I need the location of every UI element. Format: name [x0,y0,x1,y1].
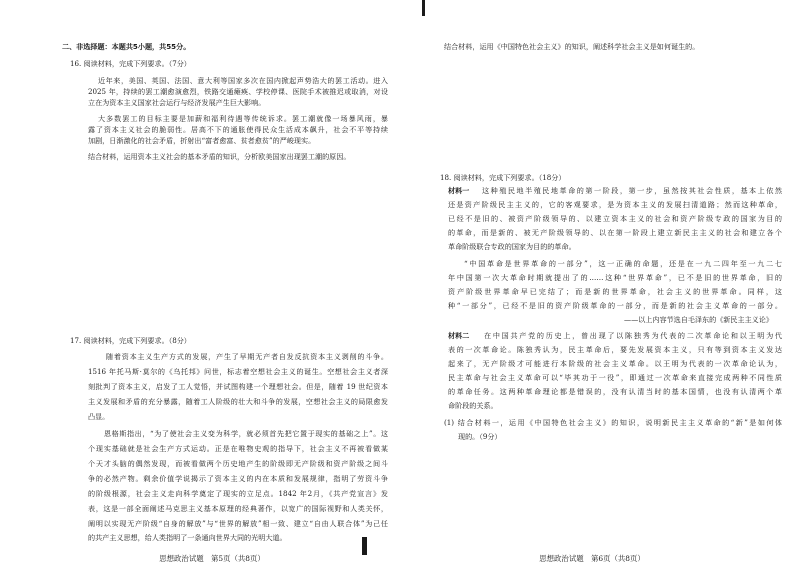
q18-sub1-cont: 现的。（9分） [458,432,502,441]
registration-mark [362,537,367,555]
q16-p2-line: 露了资本主义社会的脆弱性。居高不下的通胀使得民众生活成本飙升，社会不平等持续 [88,125,388,134]
section-title: 二、非选择题：本题共5小题，共55分。 [62,42,191,51]
q17-p1-line: 刻批判了资本主义，启发了工人觉悟，并试图构建一个理想社会。但是，随着 19 世纪资本 [88,382,388,391]
material-2-line: 起来了，无产阶级才可能进行本阶级的社会主义革命。以王明为代表的一次革命论认为， [448,359,782,368]
q17-p2-line: 阐明以实现无产阶级“自身的解放”与“世界的解放”相一致、建立“自由人联合体”为己任 [88,519,388,528]
q17-p2-line: 恩格斯指出，“为了使社会主义变为科学，就必须首先把它置于现实的基础之上”。这 [104,429,388,438]
q17-p1-line: 主义发展和矛盾的充分暴露，随着工人阶级的壮大和斗争的发展，空想社会主义的局限愈发 [88,397,388,406]
material-1b-line: “中国革命是世界革命的一部分”，这一正确的命题，还是在一九二四年至一九二七 [464,259,782,268]
material-2-line: 的革命任务。这两种革命理论都是错误的，没有认清当时的基本国情，也没有认清两个革 [448,387,782,396]
material-2-line: 民主革命与社会主义革命可以“毕其功于一役”，即通过一次革命来直接完成两种不同性质 [448,373,782,382]
material-2-label: 材料二 [448,331,470,340]
q17-p2-line: 的共产主义思想，给人类指明了一条通向世界大同的光明大道。 [88,533,287,542]
q16-p2-line: 大多数罢工的目标主要是加薪和福利待遇等传统诉求。罢工潮就像一场暴风雨，暴 [98,114,388,123]
material-1b-line: 种“一部分”，已经不是旧的资产阶级革命的一部分，而是新的社会主义革命的一部分。 [448,301,782,310]
registration-mark [422,0,425,16]
q16-p1-line: 2025 年，持续的罢工潮愈演愈烈，铁路交通瘫痪、学校停课、医院手术被推迟或取消，对设 [88,87,388,96]
q16-heading: 16. 阅读材料，完成下列要求。（7分） [70,59,191,68]
page-footer: 思想政治试题 第6页（共8页） [539,554,645,563]
page-5 [8,0,392,579]
page-footer: 思想政治试题 第5页（共8页） [159,554,265,563]
q17-p2-line: 表，这是一部全面阐述马克思主义基本原理的经典著作，以宽广的国际视野和人类关怀， [88,504,388,513]
q17-p1-line: 凸显。 [88,412,110,421]
q18-heading: 18. 阅读材料，完成下列要求。（18分） [440,173,566,182]
q16-p1-line: 近年来，美国、英国、法国、意大利等国家多次在国内掀起声势浩大的罢工活动。进入 [98,76,388,85]
q17-p1-line: 随着资本主义生产方式的发展，产生了早期无产者自发反抗资本主义剥削的斗争。 [106,352,388,361]
q16-p2-line: 加剧，日渐激化的社会矛盾，折射出“富者愈富、贫者愈贫”的严峻现实。 [88,136,316,145]
material-2-line: 在中国共产党的历史上，曾出现了以陈独秀为代表的二次革命论和以王明为代 [484,331,782,340]
q17-p1-line: 1516 年托马斯·莫尔的《乌托邦》问世，标志着空想社会主义的诞生。空想社会主义者深 [88,367,388,376]
material-1-label: 材料一 [448,186,470,195]
material-1b-line: 资产阶级世界革命早已完结了；而是新的世界革命，社会主义的世界革命。同样，这 [448,287,782,296]
material-1b-line: 年中国第一次大革命时期就提出了的……这种“世界革命”，已不是旧的世界革命，旧的 [448,273,782,282]
material-1-line: 这种殖民地半殖民地革命的第一阶段，第一步，虽然按其社会性质，基本上依然 [482,186,782,195]
q17-p2-line: 争的必然产物。剩余价值学说揭示了资本主义的内在本质和发展规律，指明了劳资斗争 [88,474,388,483]
material-1-line: 已经不是旧的、被资产阶级领导的、以建立资本主义的社会和资产阶级专政的国家为目的 [448,214,782,223]
q17-p2-line: 的阶级根源，社会主义走向科学奠定了现实的立足点。1842 年2月，《共产党宣言》发 [88,489,388,498]
material-2-line: 表的一次革命论。陈独秀认为，民主革命后，要先发展资本主义，只有等到资本主义发达 [448,345,782,354]
material-1-source: ——以上内容节选自毛泽东的《新民主主义论》 [624,315,773,324]
material-2-line: 命阶段的关系。 [448,401,498,410]
material-1-line: 革命阶级联合专政的国家为目的的革命。 [448,242,576,251]
q16-p1-line: 立在为资本主义国家社会运行与经济发展产生巨大影响。 [88,98,266,107]
q17-p2-line: 个现实基础就是社会生产方式运动。正是在唯物史观的指导下，社会主义不再被看做某 [88,444,388,453]
q18-sub1: (1) 结合材料一，运用《中国特色社会主义》的知识，说明新民主主义革命的“新”是如何体 [444,418,782,427]
page-6 [408,0,792,579]
q17-task: 结合材料，运用《中国特色社会主义》的知识，阐述科学社会主义是如何诞生的。 [444,42,700,51]
q17-p2-line: 个天才头脑的偶然发现，而被看做两个历史地产生的阶级即无产阶级和资产阶级之间斗 [88,459,388,468]
q17-heading: 17. 阅读材料，完成下列要求。（8分） [70,336,191,345]
q16-task: 结合材料，运用资本主义社会的基本矛盾的知识，分析欧美国家出现罢工潮的原因。 [88,152,351,161]
material-1-line: 还是资产阶级民主主义的，它的客观要求，是为资本主义的发展扫清道路；然而这种革命， [448,200,782,209]
material-1-line: 的革命，而是新的、被无产阶级领导的、以在第一阶段上建立新民主主义的社会和建立各个 [448,228,782,237]
